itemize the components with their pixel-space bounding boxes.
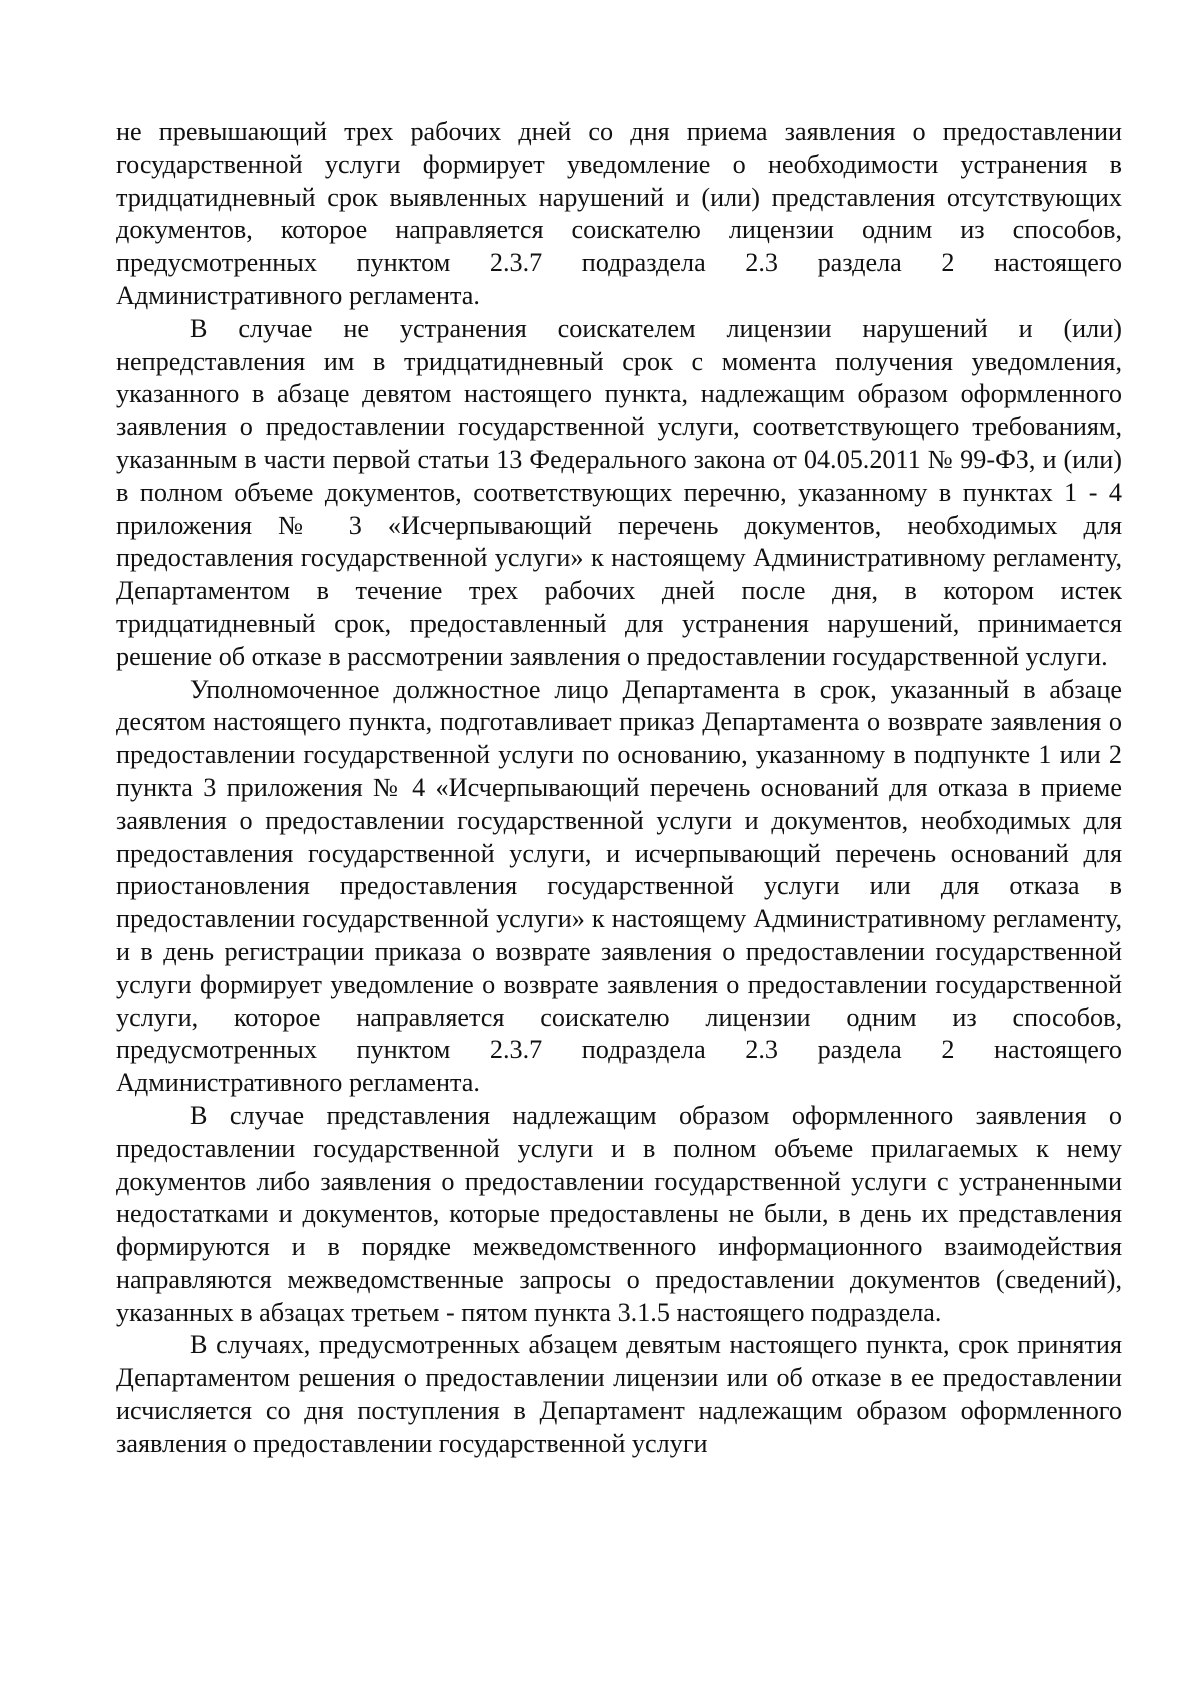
paragraph-5: В случаях, предусмотренных абзацем девятым настоящего пункта, срок принятия Департаментом решения о предоставлении лицензии или об отказе в ее предоставлении исчисляется со дня поступления в Департамент надлежащим образом оформленного заявления о предоставлении государственной услуги bbox=[116, 1330, 1122, 1458]
paragraph-2: В случае не устранения соискателем лицензии нарушений и (или) непредставления им в тридцатидневный срок с момента получения уведомления, указанного в абзаце девятом настоящего пункта, надлежащим образом оформленного заявления о предоставлении государственной услуги, соответствующего требованиям, указанным в части первой статьи 13 Федерального закона от 04.05.2011 № 99-ФЗ, и (или) в полном объеме документов, соответствующих перечню, указанному в пунктах 1 - 4 приложения № 3 «Исчерпывающий перечень документов, необходимых для предоставления государственной услуги» к настоящему Административному регламенту, Департаментом в течение трех рабочих дней после дня, в котором истек тридцатидневный срок, предоставленный для устранения нарушений, принимается решение об отказе в рассмотрении заявления о предоставлении государственной услуги. bbox=[116, 313, 1122, 671]
paragraph-3: Уполномоченное должностное лицо Департамента в срок, указанный в абзаце десятом настоящего пункта, подготавливает приказ Департамента о возврате заявления о предоставлении государственной услуги по основанию, указанному в подпункте 1 или 2 пункта 3 приложения № 4 «Исчерпывающий перечень оснований для отказа в приеме заявления о предоставлении государственной услуги и документов, необходимых для предоставления государственной услуги, и исчерпывающий перечень оснований для приостановления предоставления государственной услуги или для отказа в предоставлении государственной услуги» к настоящему Административному регламенту, и в день регистрации приказа о возврате заявления о предоставлении государственной услуги формирует уведомление о возврате заявления о предоставлении государственной услуги, которое направляется соискателю лицензии одним из способов, предусмотренных пунктом 2.3.7 подраздела 2.3 раздела 2 настоящего Административного регламента. bbox=[116, 674, 1122, 1098]
paragraph-4: В случае представления надлежащим образом оформленного заявления о предоставлении государственной услуги и в полном объеме прилагаемых к нему документов либо заявления о предоставлении государственной услуги с устраненными недостатками и документов, которые предоставлены не были, в день их представления формируются и в порядке межведомственного информационного взаимодействия направляются межведомственные запросы о предоставлении документов (сведений), указанных в абзацах третьем - пятом пункта 3.1.5 настоящего подраздела. bbox=[116, 1100, 1122, 1327]
document-body bbox=[116, 116, 1122, 1461]
paragraph-1: не превышающий трех рабочих дней со дня приема заявления о предоставлении государственной услуги формирует уведомление о необходимости устранения в тридцатидневный срок выявленных нарушений и (или) представления отсутствующих документов, которое направляется соискателю лицензии одним из способов, предусмотренных пунктом 2.3.7 подраздела 2.3 раздела 2 настоящего Административного регламента. bbox=[116, 117, 1122, 310]
